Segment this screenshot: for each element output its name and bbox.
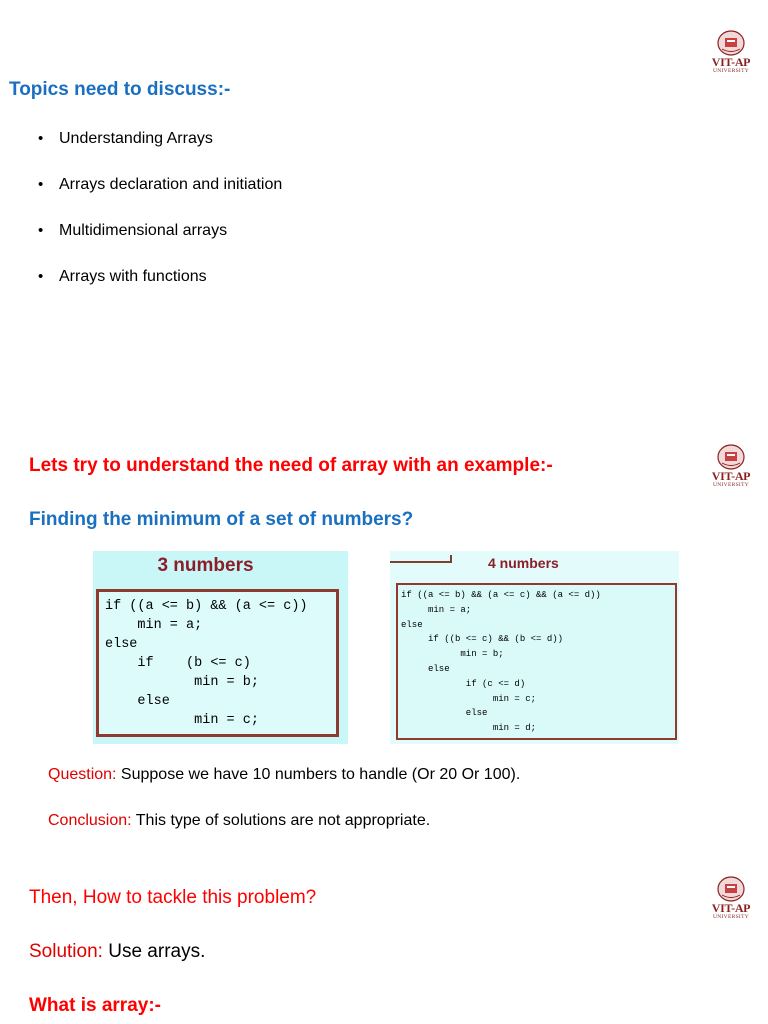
list-item: • Arrays declaration and initiation: [38, 172, 282, 218]
code-title: 3 numbers: [157, 555, 254, 576]
code-frame: [96, 589, 339, 737]
solution-text: Use arrays.: [102, 941, 206, 962]
university-crest-icon: [716, 444, 746, 470]
logo-sub: UNIVERSITY: [713, 482, 749, 488]
topics-list: [38, 126, 282, 310]
code-frame: [396, 583, 677, 740]
vit-ap-logo: [707, 30, 755, 80]
university-crest-icon: [716, 876, 746, 902]
logo-sub: UNIVERSITY: [713, 68, 749, 74]
question-text: Suppose we have 10 numbers to handle (Or 20 Or 100).: [116, 766, 521, 783]
list-item: • Multidimensional arrays: [38, 218, 282, 264]
finding-heading: Finding the minimum of a set of numbers?: [29, 509, 414, 530]
vit-ap-logo: [707, 876, 755, 926]
question-line: [48, 766, 520, 784]
solution-line: [29, 941, 205, 963]
topics-heading: Topics need to discuss:-: [9, 79, 231, 100]
vit-ap-logo: [707, 444, 755, 494]
logo-sub: UNIVERSITY: [713, 914, 749, 920]
code-block: if ((a <= b) && (a <= c) && (a <= d)) min = a; else if ((b <= c) && (b <= d)) min = b; else if (c <= d) min = c; else min = d;: [401, 590, 601, 734]
logo-brand: VIT-AP: [711, 469, 751, 483]
solution-label: Solution:: [29, 941, 103, 962]
conclusion-line: [48, 812, 430, 830]
code-title: 4 numbers: [488, 555, 559, 571]
code-block: if ((a <= b) && (a <= c)) min = a; else if (b <= c) min = b; else min = c;: [105, 599, 308, 728]
list-item: • Arrays with functions: [38, 264, 282, 310]
logo-brand: VIT-AP: [711, 901, 751, 915]
example-heading: Lets try to understand the need of array with an example:-: [29, 455, 553, 476]
tab-decoration: [390, 555, 452, 563]
conclusion-label: Conclusion:: [48, 812, 132, 829]
code-image-3-numbers: [93, 551, 348, 744]
question-label: Question:: [48, 766, 117, 783]
university-crest-icon: [716, 30, 746, 56]
code-image-4-numbers: [390, 551, 679, 744]
tackle-heading: Then, How to tackle this problem?: [29, 887, 317, 908]
what-is-array-heading: What is array:-: [29, 995, 161, 1016]
logo-brand: VIT-AP: [711, 55, 751, 69]
list-item: • Understanding Arrays: [38, 126, 282, 172]
conclusion-text: This type of solutions are not appropriate.: [131, 812, 431, 829]
